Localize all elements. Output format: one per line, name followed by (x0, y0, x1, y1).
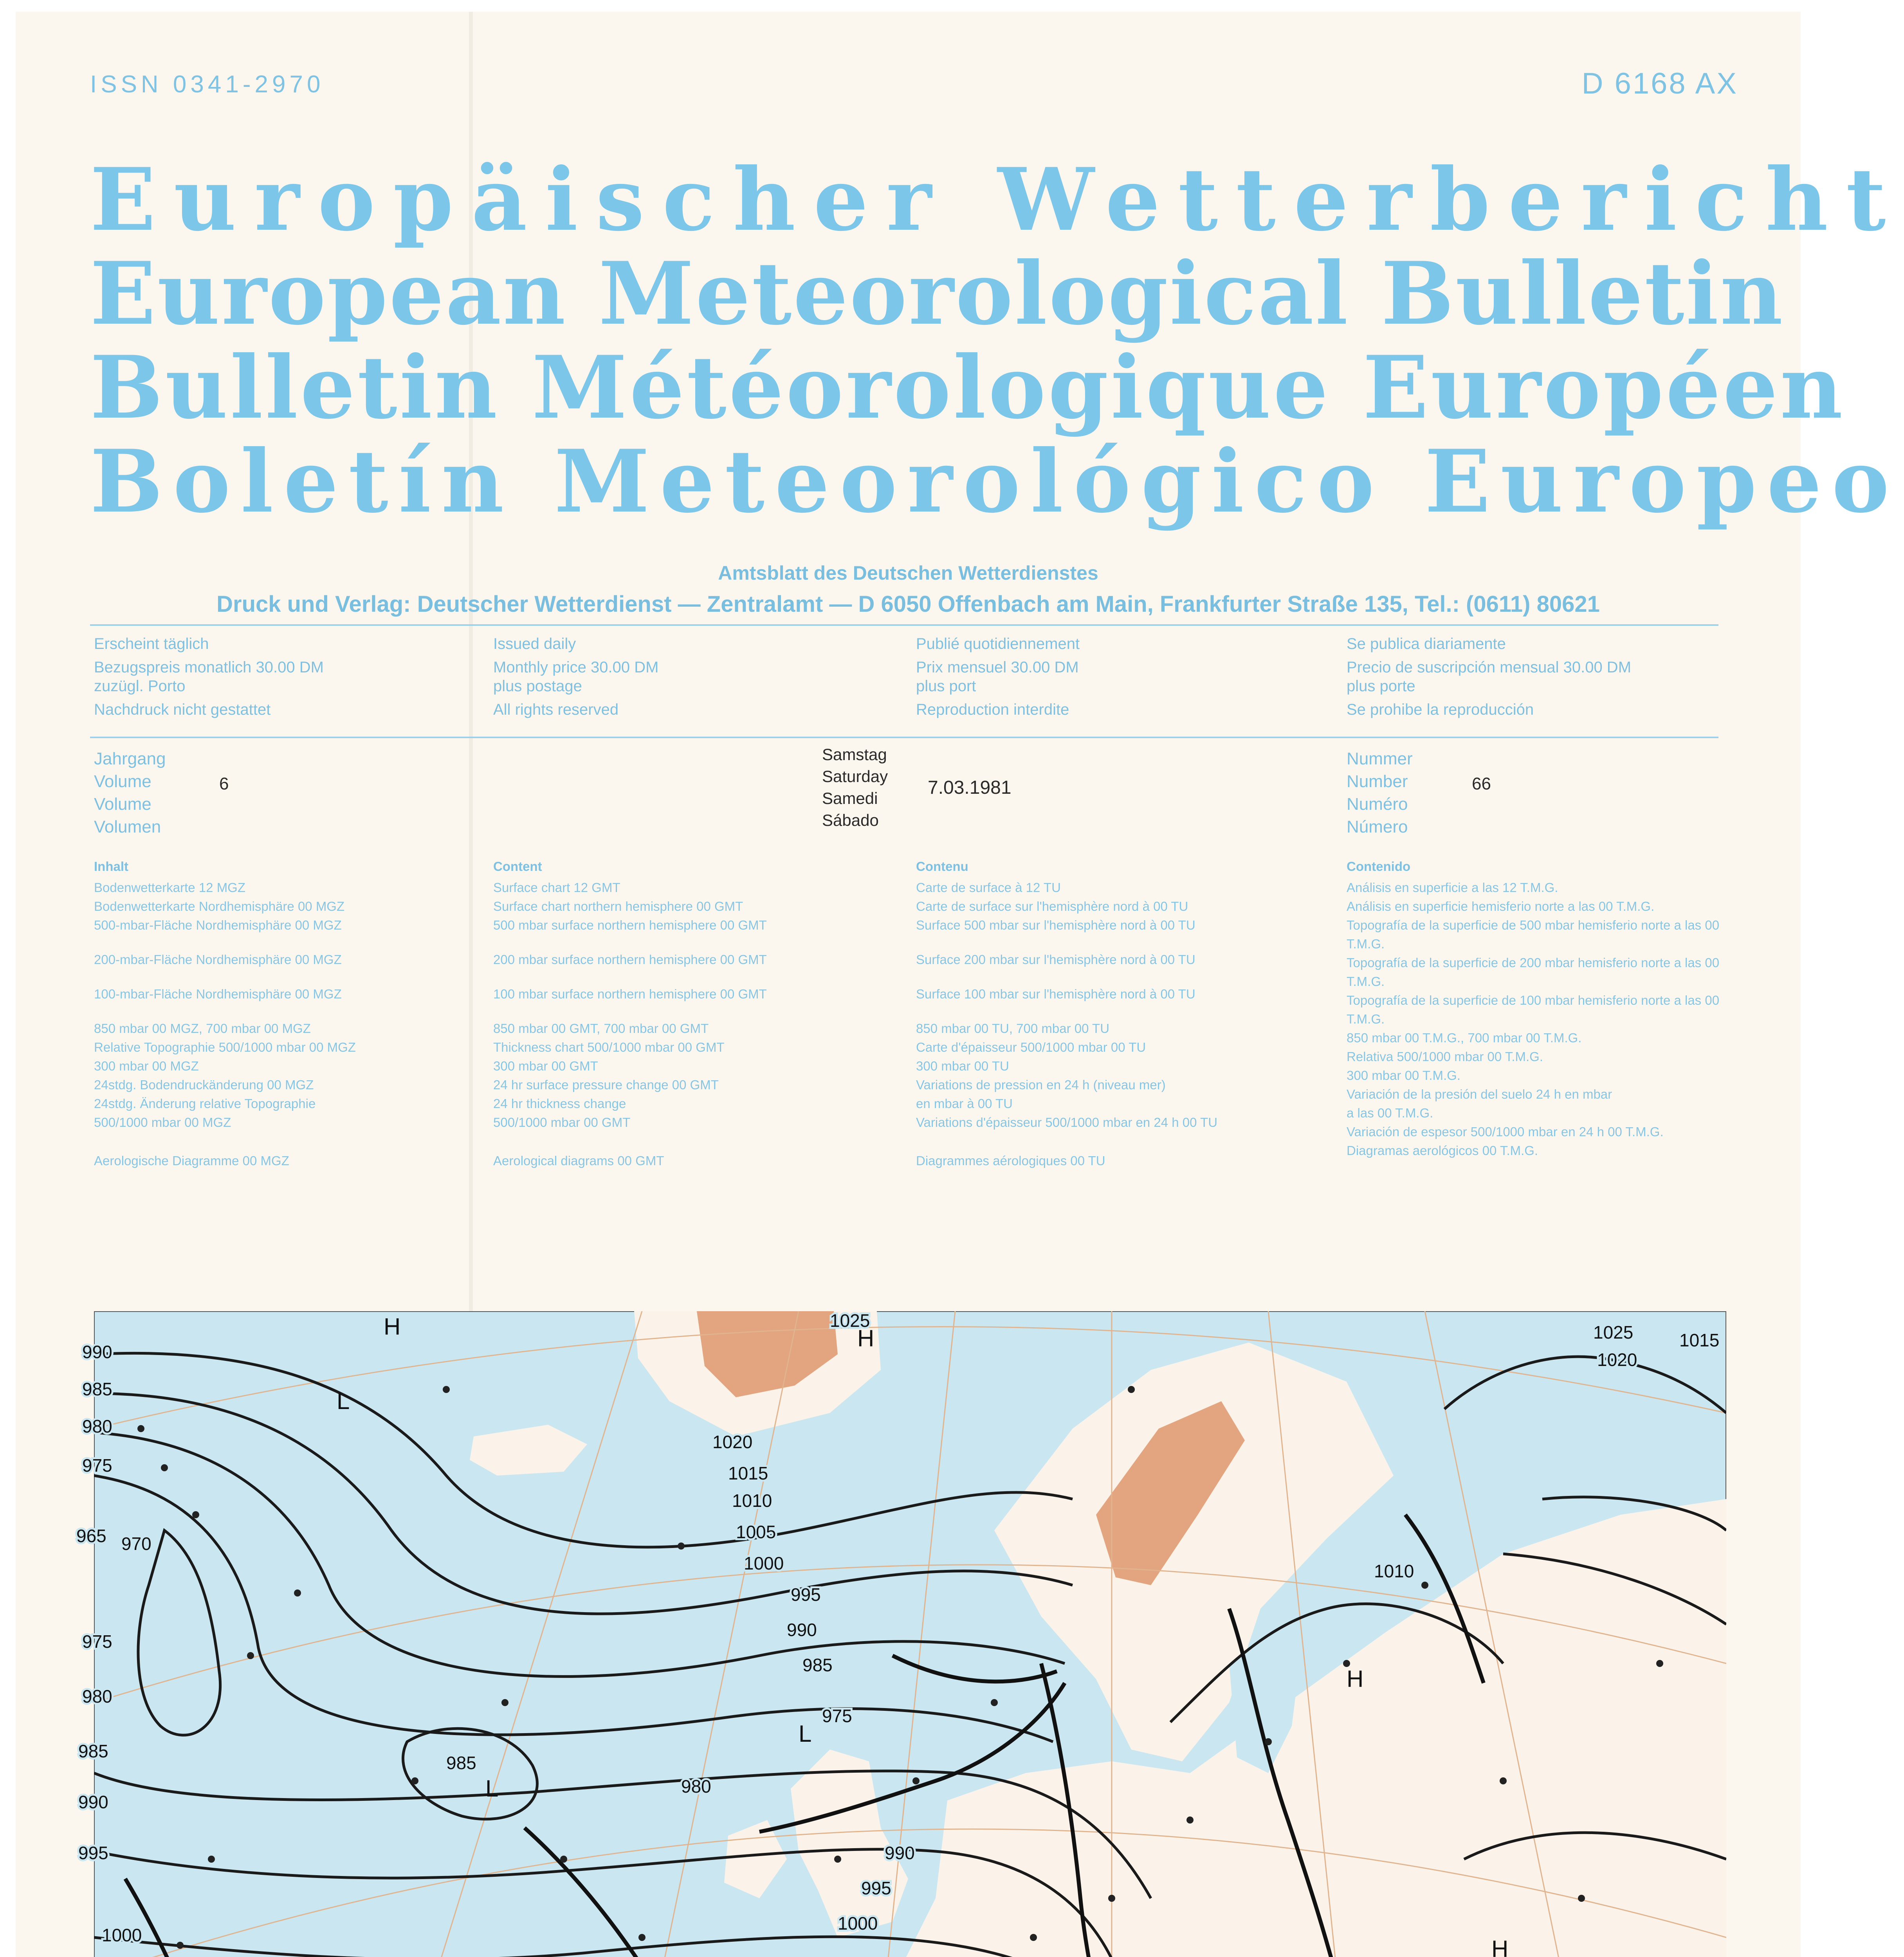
low-center-2: L (799, 1721, 812, 1747)
isobar-label-995d: 995 (861, 1878, 891, 1898)
contents-fr: Contenu Carte de surface à 12 TU Carte de surface sur l'hemisphère nord à 00 TU Surface 500 mbar sur l'hemisphère nord à 00 TU Surface 200 mbar sur l'hemisphère nord à 00 TU Surface 100 mbar sur l'hemisphère nord à 00 TU 850 mbar 00 TU, 700 mbar 00 TU Carte d'épaisseur 500/1000 mbar 00 TU 300 mbar 00 TU Variations de pression en 24 h (niveau mer) en mbar à 00 TU Variations d'épaisseur 500/1000 mbar en 24 h 00 TU Diagrammes aérologiques 00 TU (916, 859, 1218, 1168)
issue-number: 66 (1472, 774, 1491, 793)
isobar-label-980b: 980 (82, 1686, 112, 1707)
low-center-1: L (337, 1388, 350, 1414)
isobar-label-1025r: 1025 (1593, 1322, 1634, 1343)
isobar-label-975: 975 (82, 1455, 112, 1476)
isobar-label-995: 995 (78, 1843, 108, 1863)
isobar-label-965: 965 (76, 1526, 106, 1546)
title-english: European Meteorological Bulletin (90, 243, 1785, 344)
issue-date: 7.03.1981 (928, 777, 1012, 798)
high-center-2: H (857, 1325, 874, 1352)
publication-code: D 6168 AX (1581, 67, 1738, 100)
publisher-address: Druck und Verlag: Deutscher Wetterdienst — Zentralamt — D 6050 Offenbach am Main, Frankfurter Straße 135, Tel.: (0611) 80621 (216, 591, 1600, 617)
subscription-en: Issued daily Monthly price 30.00 DM plus postage All rights reserved (493, 635, 659, 718)
isobar-label-985b: 985 (78, 1741, 108, 1761)
divider (90, 624, 1718, 626)
isobar-label-970: 970 (121, 1534, 151, 1554)
isobar-label-995c: 995 (791, 1584, 821, 1605)
subscription-de: Erscheint täglich Bezugspreis monatlich 30.00 DM zuzügl. Porto Nachdruck nicht gestattet (94, 635, 324, 718)
volume-number: 6 (219, 774, 229, 793)
high-center-3: H (1347, 1666, 1364, 1692)
title-spanish: Boletín Meteorológico Europeo (90, 431, 1900, 532)
weekday-labels: Samstag Saturday Samedi Sábado (822, 745, 888, 829)
isobar-label-985: 985 (82, 1379, 112, 1399)
divider (90, 737, 1718, 738)
contents-de: Inhalt Bodenwetterkarte 12 MGZ Bodenwetterkarte Nordhemisphäre 00 MGZ 500-mbar-Fläche Nordhemisphäre 00 MGZ 200-mbar-Fläche Nordhemisphäre 00 MGZ 100-mbar-Fläche Nordhemisphäre 00 MGZ 850 mbar 00 MGZ, 700 mbar 00 MGZ Relative Topographie 500/1000 mbar 00 MGZ 300 mbar 00 MGZ 24stdg. Bodendruckänderung 00 MGZ 24stdg. Änderung relative Topographie 500/1000 mbar 00 MGZ Aerologische Diagramme 00 MGZ (94, 859, 356, 1168)
isobar-label-990d: 990 (885, 1843, 915, 1863)
subscription-fr: Publié quotidiennement Prix mensuel 30.00 DM plus port Reproduction interdite (916, 635, 1080, 718)
isobar-label-990c: 990 (787, 1620, 817, 1640)
volume-labels: Jahrgang Volume Volume Volumen (94, 749, 166, 836)
high-center-1: H (384, 1314, 401, 1340)
issn-number: ISSN 0341-2970 (90, 71, 325, 98)
isobar-label-1000d: 1000 (838, 1913, 878, 1934)
isobar-label-985c: 985 (802, 1655, 833, 1675)
title-german: Europäischer Wetterbericht (90, 149, 1904, 250)
isobar-label-1020r: 1020 (1597, 1350, 1637, 1370)
bulletin-page (16, 12, 1904, 1957)
isobar-label-980: 980 (82, 1416, 112, 1436)
low-center-3: L (485, 1775, 499, 1802)
isobar-label-1010c: 1010 (732, 1490, 772, 1511)
surface-weather-map (76, 1310, 1726, 1957)
isobar-label-980c: 980 (681, 1776, 711, 1797)
contents-en: Content Surface chart 12 GMT Surface chart northern hemisphere 00 GMT 500 mbar surface northern hemisphere 00 GMT 200 mbar surface northern hemisphere 00 GMT 100 mbar surface northern hemisphere 00 GMT 850 mbar 00 GMT, 700 mbar 00 GMT Thickness chart 500/1000 mbar 00 GMT 300 mbar 00 GMT 24 hr surface pressure change 00 GMT 24 hr thickness change 500/1000 mbar 00 GMT Aerological diagrams 00 GMT (493, 859, 767, 1168)
isobar-label-1020: 1020 (712, 1432, 753, 1452)
isobar-label-985d: 985 (446, 1753, 476, 1773)
isobar-label-990b: 990 (78, 1792, 108, 1812)
isobar-label-1000: 1000 (102, 1925, 142, 1945)
isobar-label-1015c: 1015 (728, 1463, 768, 1483)
publisher-line: Amtsblatt des Deutschen Wetterdienstes (718, 562, 1098, 584)
isobar-label-1010r: 1010 (1374, 1561, 1414, 1581)
isobar-label-1025: 1025 (830, 1310, 870, 1331)
isobar-label-1005c: 1005 (736, 1522, 776, 1542)
isobar-label-990: 990 (82, 1342, 112, 1362)
number-labels: Nummer Number Numéro Número (1347, 749, 1413, 836)
high-center-4: H (1491, 1936, 1509, 1957)
isobar-label-1000c: 1000 (744, 1553, 784, 1573)
subscription-es: Se publica diariamente Precio de suscripción mensual 30.00 DM plus porte Se prohibe la reproducción (1347, 635, 1632, 718)
isobar-label-975c: 975 (822, 1706, 852, 1726)
title-french: Bulletin Météorologique Européen (90, 337, 1845, 438)
isobar-label-1015r: 1015 (1679, 1330, 1720, 1350)
isobar-label-975b: 975 (82, 1631, 112, 1652)
contents-es: Contenido Análisis en superficie a las 12 T.M.G. Análisis en superficie hemisferio norte a las 00 T.M.G. Topografía de la superficie de 500 mbar hemisferio norte a las 00 T.M.G. Topografía de la superficie de 200 mbar hemisferio norte a las 00 T.M.G. Topografía de la superficie de 100 mbar hemisferio norte a las 00 T.M.G. 850 mbar 00 T.M.G., 700 mbar 00 T.M.G. Relativa 500/1000 mbar 00 T.M.G. 300 mbar 00 T.M.G. Variación de la presión del suelo 24 h en mbar a las 00 T.M.G. Variación de espesor 500/1000 mbar en 24 h 00 T.M.G. Diagramas aerológicos 00 T.M.G. (1347, 859, 1720, 1158)
